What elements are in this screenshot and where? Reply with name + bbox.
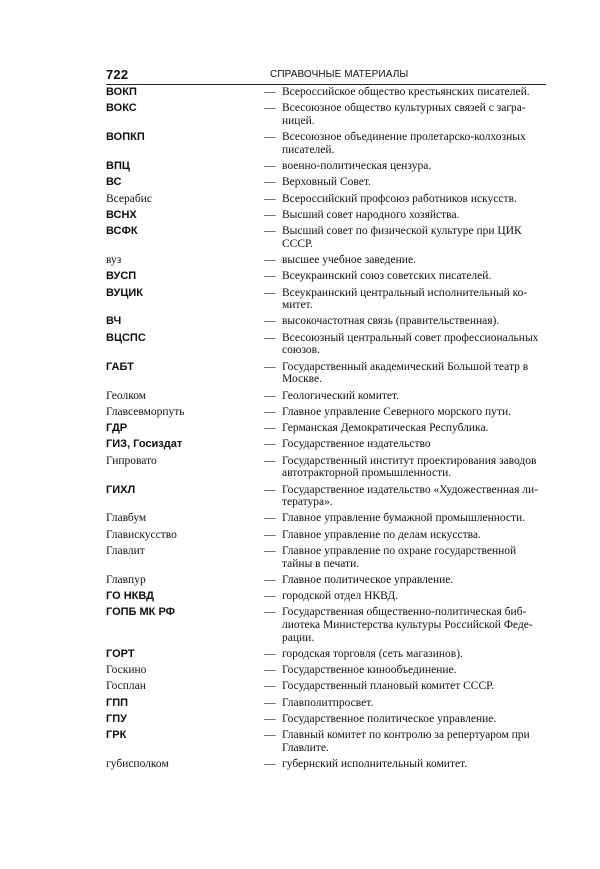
abbreviation-entry [106,209,548,222]
abbreviation-definition [282,758,548,771]
entry-dash: — [264,438,276,451]
definition-line: Всероссийское общество крестьянских писателей. [282,86,530,98]
abbreviation-entry [106,574,548,587]
definition-line: Москве. [282,373,323,386]
abbreviation-definition [282,438,548,451]
abbreviation-definition [282,102,548,127]
abbreviation-entry [106,697,548,710]
entry-dash: — [264,696,276,709]
definition-line: ницей. [282,114,315,127]
entry-dash: — [264,729,276,742]
definition-line: Высший совет народного хозяйства. [282,208,460,221]
abbreviation-term: ВЦСПС [106,331,146,344]
abbreviation-term: ГОРТ [106,647,135,660]
abbreviation-entry [106,664,548,677]
abbreviation-term: Главсевморпуть [106,405,185,418]
abbreviation-definition [282,545,548,570]
abbreviation-definition [282,664,548,677]
abbreviation-entry [106,361,548,386]
definition-line: Государственное кинообъединение. [282,664,457,677]
entry-dash: — [264,208,276,221]
abbreviation-entry [106,176,548,189]
abbreviation-entry [106,606,548,644]
entry-dash: — [264,315,276,328]
definition-line: Государственная общественно-политическая биб- [282,606,527,619]
entry-dash: — [264,86,276,98]
abbreviation-term: ГО НКВД [106,590,154,603]
definition-line: губернский исполнительный комитет. [282,758,468,771]
header-rule [106,84,546,85]
abbreviation-definition [282,131,548,156]
abbreviation-entry [106,529,548,542]
abbreviation-definition [282,287,548,312]
entry-dash: — [264,712,276,725]
abbreviation-definition [282,361,548,386]
definition-line: тайны в печати. [282,557,360,570]
entry-dash: — [264,192,276,205]
definition-line: рации. [282,631,315,644]
entry-dash: — [264,131,276,144]
entry-dash: — [264,331,276,344]
definition-line: Государственный плановый комитет СССР. [282,680,494,693]
abbreviation-term: ГИЗ, Госиздат [106,438,183,451]
abbreviation-definition [282,193,548,206]
abbreviation-term: Главлит [106,544,145,557]
abbreviation-entry [106,406,548,419]
definition-line: Верховный Совет. [282,176,371,189]
page-number: 722 [106,67,129,82]
definition-line: Высший совет по физической культуре при ЦИК [282,225,522,238]
entry-dash: — [264,160,276,173]
abbreviation-term: ГРК [106,729,127,742]
abbreviation-term: ГАБТ [106,360,134,373]
entry-dash: — [264,405,276,418]
abbreviation-entry [106,287,548,312]
abbreviation-term: ВСФК [106,225,138,238]
abbreviation-term: ГОПБ МК РФ [106,606,176,619]
definition-line: СССР. [282,237,313,250]
abbreviation-entry [106,590,548,603]
abbreviation-term: Госплан [106,680,146,693]
abbreviation-term: вуз [106,254,122,267]
abbreviation-entry [106,193,548,206]
abbreviation-term: ВОКС [106,102,137,115]
abbreviation-term: Геолком [106,389,147,402]
definition-line: Всеукраинский союз советских писателей. [282,270,492,283]
abbreviation-definition [282,315,548,328]
abbreviation-term: ГПУ [106,712,127,725]
entry-dash: — [264,483,276,496]
abbreviation-definition [282,209,548,222]
definition-line: высшее учебное заведение. [282,254,416,267]
abbreviation-term: ВУСП [106,270,137,283]
definition-line: автотракторной промышленности. [282,467,452,480]
abbreviation-definition [282,713,548,726]
abbreviation-term: Всерабис [106,192,152,205]
abbreviation-term: ВОКП [106,86,137,98]
abbreviation-entry [106,422,548,435]
entry-dash: — [264,102,276,115]
definition-line: союзов. [282,344,320,357]
entry-dash: — [264,573,276,586]
abbreviation-entry [106,390,548,403]
abbreviation-definition [282,176,548,189]
entry-dash: — [264,389,276,402]
entry-dash: — [264,286,276,299]
entry-dash: — [264,422,276,435]
abbreviation-entry [106,438,548,451]
definition-line: Главполитпросвет. [282,696,374,709]
abbreviation-entry [106,160,548,173]
abbreviation-entry [106,484,548,509]
abbreviation-definition [282,574,548,587]
abbreviation-definition [282,86,548,99]
definition-line: Всесоюзное общество культурных связей с загра- [282,102,526,115]
abbreviation-term: ВУЦИК [106,286,144,299]
definition-line: Государственный институт проектирования заводов [282,454,537,467]
definition-line: Германская Демократическая Республика. [282,422,489,435]
abbreviation-term: ГДР [106,422,128,435]
abbreviation-term: ВОПКП [106,131,145,144]
definition-line: Главный комитет по контролю за репертуаром при [282,729,530,742]
definition-line: Главлите. [282,741,329,754]
definition-line: Главное управление Северного морского пути. [282,405,511,418]
abbreviation-term: Госкино [106,664,147,677]
entry-dash: — [264,454,276,467]
abbreviation-term: Главискусство [106,528,177,541]
entry-dash: — [264,590,276,603]
abbreviation-term: ГПП [106,696,129,709]
definition-line: Государственное издательство [282,438,431,451]
abbreviation-term: Главбум [106,512,147,525]
abbreviation-entry [106,713,548,726]
entry-dash: — [264,528,276,541]
abbreviation-list [106,86,548,774]
entry-dash: — [264,680,276,693]
abbreviation-definition [282,529,548,542]
abbreviation-entry [106,680,548,693]
definition-line: Государственный академический Большой театр в [282,360,529,373]
definition-line: высокочастотная связь (правительственная). [282,315,500,328]
abbreviation-definition [282,697,548,710]
abbreviation-entry [106,455,548,480]
definition-line: писателей. [282,143,335,156]
abbreviation-definition [282,729,548,754]
definition-line: тература». [282,496,333,509]
abbreviation-entry [106,102,548,127]
abbreviation-entry [106,315,548,328]
abbreviation-term: Гипровато [106,454,157,467]
abbreviation-entry [106,225,548,250]
definition-line: городская торговля (сеть магазинов). [282,647,463,660]
abbreviation-definition [282,332,548,357]
definition-line: Геологический комитет. [282,389,400,402]
entry-dash: — [264,254,276,267]
abbreviation-term: Главпур [106,573,146,586]
definition-line: лиотека Министерства культуры Российской Феде- [282,618,533,631]
abbreviation-term: ВС [106,176,122,189]
definition-line: Государственное издательство «Художественная ли- [282,483,538,496]
abbreviation-entry [106,131,548,156]
entry-dash: — [264,270,276,283]
abbreviation-term: губисполком [106,758,169,771]
entry-dash: — [264,544,276,557]
abbreviation-entry [106,332,548,357]
abbreviation-entry [106,86,548,99]
abbreviation-term: ГИХЛ [106,483,136,496]
abbreviation-entry [106,729,548,754]
abbreviation-definition [282,648,548,661]
definition-line: Всесоюзное объединение пролетарско-колхозных [282,131,526,144]
abbreviation-definition [282,254,548,267]
entry-dash: — [264,225,276,238]
definition-line: военно-политическая цензура. [282,160,432,173]
abbreviation-definition [282,160,548,173]
definition-line: Главное политическое управление. [282,573,454,586]
abbreviation-definition [282,422,548,435]
abbreviation-term: ВЧ [106,315,122,328]
definition-line: Главное управление по охране государственной [282,544,517,557]
abbreviation-entry [106,270,548,283]
entry-dash: — [264,647,276,660]
abbreviation-definition [282,406,548,419]
entry-dash: — [264,758,276,771]
abbreviation-entry [106,648,548,661]
entry-dash: — [264,176,276,189]
abbreviation-definition [282,484,548,509]
definition-line: митет. [282,299,313,312]
definition-line: Всероссийский профсоюз работников искусств. [282,192,517,205]
definition-line: Всесоюзный центральный совет профессиональных [282,331,539,344]
abbreviation-entry [106,758,548,771]
entry-dash: — [264,360,276,373]
abbreviation-definition [282,512,548,525]
abbreviation-term: ВПЦ [106,160,130,173]
entry-dash: — [264,606,276,619]
abbreviation-entry [106,545,548,570]
abbreviation-definition [282,455,548,480]
abbreviation-definition [282,390,548,403]
entry-dash: — [264,664,276,677]
running-head: СПРАВОЧНЫЕ МАТЕРИАЛЫ [270,69,409,80]
abbreviation-definition [282,680,548,693]
abbreviation-definition [282,590,548,603]
abbreviation-definition [282,606,548,644]
entry-dash: — [264,512,276,525]
definition-line: городской отдел НКВД. [282,590,399,603]
abbreviation-entry [106,512,548,525]
abbreviation-definition [282,270,548,283]
abbreviation-entry [106,254,548,267]
abbreviation-term: ВСНХ [106,208,137,221]
definition-line: Главное управление бумажной промышленности. [282,512,526,525]
abbreviation-definition [282,225,548,250]
definition-line: Главное управление по делам искусства. [282,528,481,541]
definition-line: Государственное политическое управление. [282,712,497,725]
definition-line: Всеукраинский центральный исполнительный ко- [282,286,528,299]
